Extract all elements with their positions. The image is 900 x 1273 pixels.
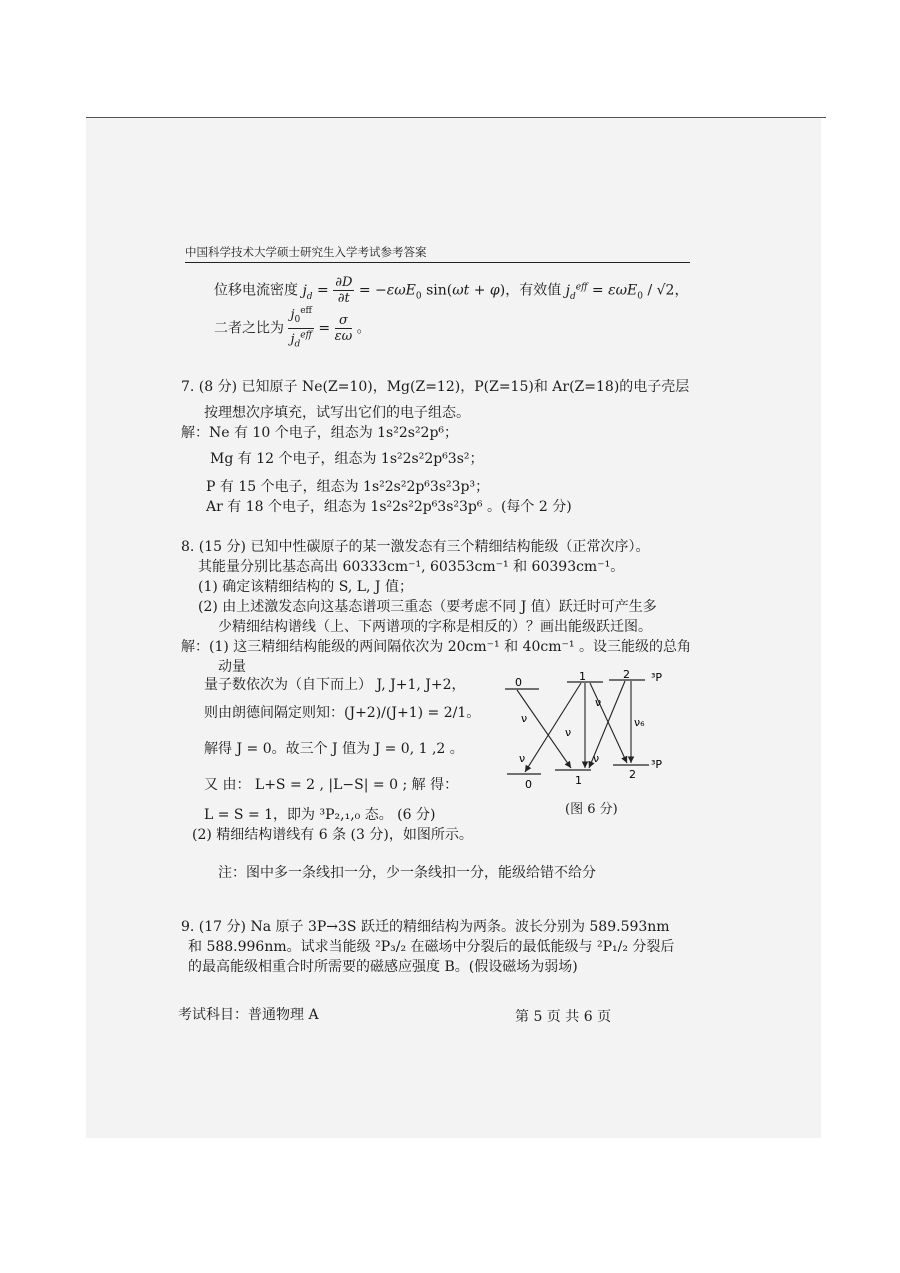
prev-line1-prefix: 位移电流密度: [214, 282, 298, 299]
q8-solution-5: 又 由： L+S = 2 , |L−S| = 0 ; 解 得：: [204, 777, 459, 793]
footer-page-number: 第 5 页 共 6 页: [515, 1009, 612, 1025]
q7-line-2: 按理想次序填充，试写出它们的电子组态。: [204, 405, 470, 421]
footer-subject: 考试科目：普通物理 A: [178, 1007, 319, 1023]
q9-line-1: 9. (17 分) Na 原子 3P→3S 跃迁的精细结构为两条。波长分别为 589.593nm: [181, 919, 670, 935]
upper-level-0-label: 0: [515, 676, 522, 689]
prev-line-2: 二者之比为 $\frac{j_0^{eff}}{j_d^{eff}}$ = $\frac{\sigma}{\varepsilon\omega}$ 。: [214, 304, 371, 340]
q7-line-1: 7. (8 分) 已知原子 Ne(Z=10)，Mg(Z=12)，P(Z=15)和 Ar(Z=18)的电子壳层: [181, 379, 690, 395]
prev-line2-prefix: 二者之比为: [214, 320, 284, 337]
prev-line1-end: ，: [674, 282, 689, 299]
q8-sub-2b: 少精细结构谱线（上、下两谱项的字称是相反的）？画出能级跃迁图。: [218, 619, 652, 635]
page-header: 中国科学技术大学硕士研究生入学考试参考答案: [185, 245, 427, 259]
q8-solution-2: 量子数依次为（自下而上） J, J+1, J+2，: [204, 677, 466, 693]
q8-sub-1: (1) 确定该精细结构的 S, L, J 值；: [198, 579, 413, 595]
transition-1-to-0: [525, 683, 581, 772]
q7-answer-p: P 有 15 个电子，组态为 1s²2s²2p⁶3s²3p³；: [206, 479, 490, 495]
q8-solution-1b: 动量: [218, 659, 246, 675]
upper-level-1-label: 1: [579, 670, 586, 683]
nu-label-5: ν: [593, 752, 600, 765]
ratio-fraction: $\frac{j_0^{eff}}{j_d^{eff}}$: [290, 306, 312, 350]
q7-answer-mg: Mg 有 12 个电子，组态为 1s²2s²2p⁶3s²；: [210, 451, 484, 467]
q8-sub-2a: (2) 由上述激发态向这基态谱项三重态（要考虑不同 J 值）跃迁时可产生多: [198, 599, 657, 615]
nu-label-4: ν: [595, 696, 602, 709]
q8-line-2: 其能量分别比基态高出 60333cm⁻¹, 60353cm⁻¹ 和 60393cm⁻¹。: [198, 559, 625, 575]
top-scan-edge: [86, 117, 826, 118]
q8-solution-3: 则由朗德间隔定则知：(J+2)/(J+1) = 2/1。: [204, 705, 481, 721]
q8-solution-6: L = S = 1，即为 ³P₂,₁,₀ 态。 (6 分): [204, 807, 436, 823]
q7-answer-ar: Ar 有 18 个电子，组态为 1s²2s²2p⁶3s²3p⁶ 。(每个 2 分): [206, 499, 572, 515]
diagram-caption: (图 6 分): [565, 802, 618, 817]
prev-line-1: 位移电流密度 $j_d$ = $\frac{\partial D}{\partial t}$ = −εωE$_0$ sin(ωt + φ)，有效值 $j_d^{eff} = \varepsilon\omega E_0 / √2$，: [214, 275, 689, 307]
prev-line2-end: 。: [356, 320, 371, 337]
q9-line-3: 的最高能级相重合时所需要的磁感应强度 B。(假设磁场为弱场): [188, 959, 578, 975]
q8-solution-1a: 解：(1) 这三精细结构能级的两间隔依次为 20cm⁻¹ 和 40cm⁻¹ 。设三能级的总角: [181, 639, 691, 655]
nu-label-2: ν: [519, 752, 526, 765]
sigma-epsilon-omega-fraction: $\frac{\sigma}{\varepsilon\omega}$: [334, 312, 353, 344]
nu6-label: ν₆: [634, 716, 645, 729]
q8-solution-7: (2) 精细结构谱线有 6 条 (3 分)，如图所示。: [192, 827, 473, 843]
upper-level-2-label: 2: [623, 668, 630, 681]
lower-level-2-label: 2: [629, 768, 636, 781]
header-rule: [185, 262, 690, 263]
nu-label-1: ν: [521, 712, 528, 725]
q8-line-1: 8. (15 分) 已知中性碳原子的某一激发态有三个精细结构能级（正常次序）。: [181, 539, 650, 555]
upper-term-label: ³P: [651, 671, 663, 684]
q7-answer-ne: 解：Ne 有 10 个电子，组态为 1s²2s²2p⁶；: [181, 425, 459, 441]
nu-label-3: ν: [565, 726, 572, 739]
q9-line-2: 和 588.996nm。试求当能级 ²P₃/₂ 在磁场中分裂后的最低能级与 ²P₁/₂ 分裂后: [188, 939, 675, 955]
lower-level-1-label: 1: [575, 774, 582, 787]
lower-level-0-label: 0: [525, 778, 532, 791]
energy-level-diagram: [495, 664, 685, 812]
q8-solution-4: 解得 J = 0。故三个 J 值为 J = 0, 1 ,2 。: [204, 741, 464, 757]
lower-term-label: ³P: [651, 758, 663, 771]
dD-dt-fraction: $\frac{\partial D}{\partial t}$: [335, 275, 353, 307]
q8-note: 注：图中多一条线扣一分，少一条线扣一分，能级给错不给分: [218, 865, 596, 881]
prev-line1-mid: ，有效值: [505, 282, 562, 299]
